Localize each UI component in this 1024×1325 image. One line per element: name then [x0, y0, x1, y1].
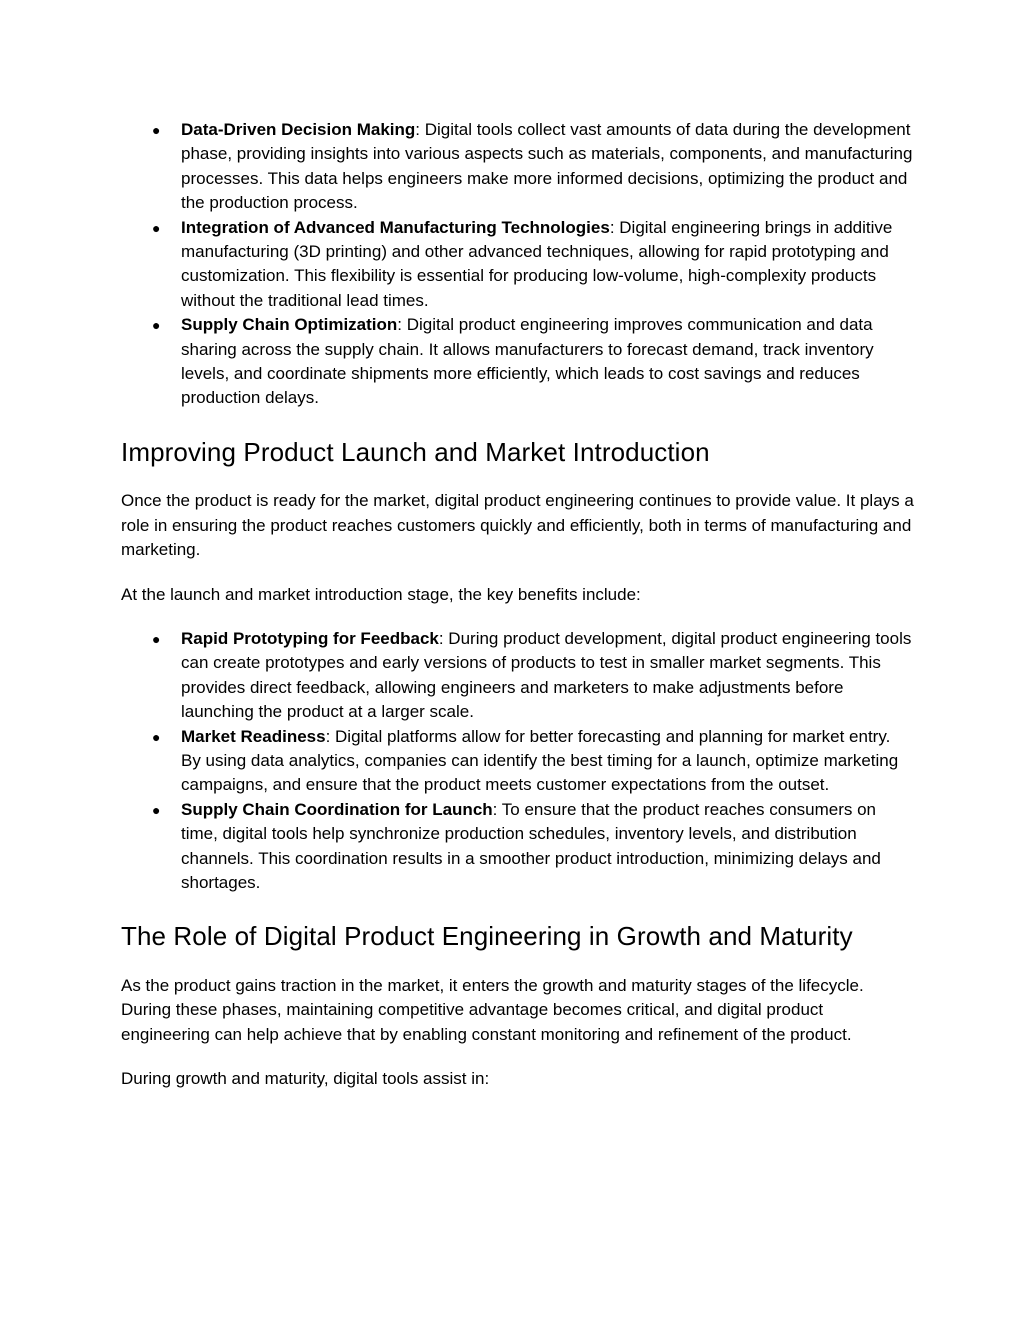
list-item	[181, 313, 914, 411]
list-item-text: : Digital product engineering improves communication and data sharing across the supply chain. It allows manufacturers to forecast demand, track inventory levels, and coordinate shipments more efficiently, which leads to cost savings and reduces production delays.	[181, 315, 874, 408]
list-item	[181, 798, 914, 896]
list-item-text: : Digital platforms allow for better forecasting and planning for market entry. By using data analytics, companies can identify the best timing for a launch, optimize marketing campaigns, and ensure that the product meets customer expectations from the outset.	[181, 726, 899, 795]
list-item-term: Supply Chain Optimization	[181, 315, 398, 335]
list-item	[181, 725, 914, 798]
list-item-term: Market Readiness	[181, 726, 326, 746]
list-item-text: : Digital tools collect vast amounts of data during the development phase, providing insights into various aspects such as materials, components, and manufacturing processes. This data helps engineers make more informed decisions, optimizing the product and the production process.	[181, 120, 913, 213]
paragraph: At the launch and market introduction stage, the key benefits include:	[121, 584, 641, 604]
list-item-text: : Digital engineering brings in additive manufacturing (3D printing) and other advanced techniques, allowing for rapid prototyping and customization. This flexibility is essential for producing low-volume, high-complexity products without the traditional lead times.	[181, 217, 893, 310]
list-item-term: Data-Driven Decision Making	[181, 120, 416, 139]
list-item-text: : During product development, digital product engineering tools can create prototypes and early versions of products to test in smaller market segments. This provides direct feedback, allowing engineers and marketers to make adjustments before launching the product at a larger scale.	[181, 629, 912, 722]
paragraph: During growth and maturity, digital tools assist in:	[121, 1069, 490, 1089]
list-item-term: Integration of Advanced Manufacturing Technologies	[181, 217, 610, 237]
section-heading-launch: Improving Product Launch and Market Introduction	[121, 436, 710, 467]
list-item	[181, 627, 914, 725]
bullet-list-launch	[121, 627, 914, 895]
list-item	[181, 216, 914, 314]
paragraph: Once the product is ready for the market, digital product engineering continues to provide value. It plays a role in ensuring the product reaches customers quickly and efficiently, both in terms of manufacturing and marketing.	[121, 491, 914, 560]
section-heading-growth: The Role of Digital Product Engineering in Growth and Maturity	[121, 921, 853, 952]
bullet-list-manufacturing	[121, 118, 914, 411]
list-item-text: : To ensure that the product reaches consumers on time, digital tools help synchronize production schedules, inventory levels, and distribution channels. This coordination results in a smoother product introduction, minimizing delays and shortages.	[181, 799, 881, 893]
paragraph: As the product gains traction in the market, it enters the growth and maturity stages of the lifecycle. During these phases, maintaining competitive advantage becomes critical, and digital product engineering can help achieve that by enabling constant monitoring and refinement of the product.	[121, 975, 864, 1044]
list-item	[181, 118, 914, 216]
list-item-term: Supply Chain Coordination for Launch	[181, 799, 493, 819]
list-item-term: Rapid Prototyping for Feedback	[181, 629, 439, 648]
